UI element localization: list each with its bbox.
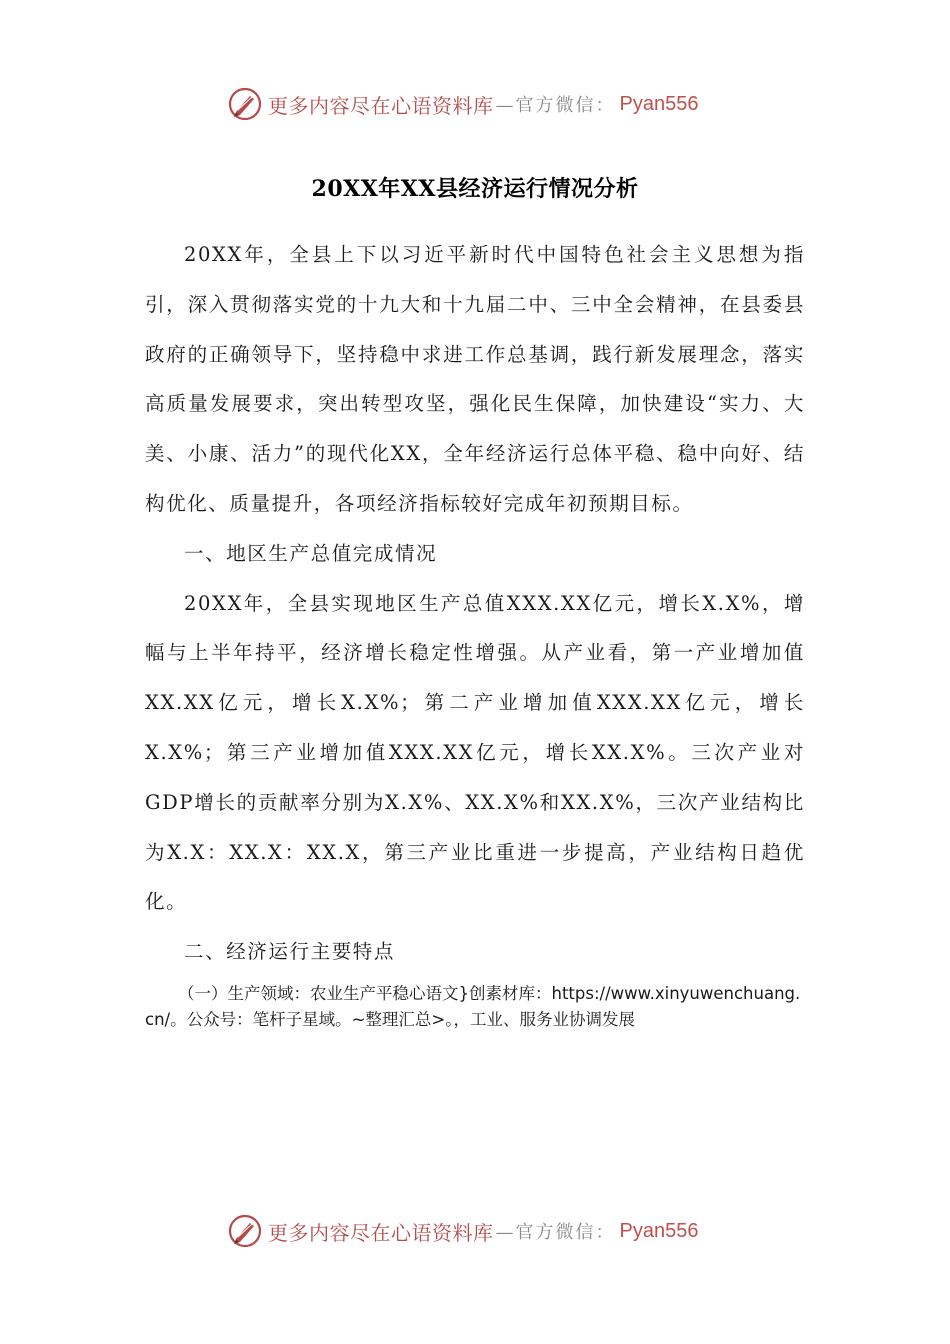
document-body	[145, 230, 805, 1033]
subsection-paragraph: （一）生产领域：农业生产平稳心语文}创素材库：https://www.xinyuwenchuang.cn/。公众号：笔杆子星域。~整理汇总>。，工业、服务业协调发展	[145, 983, 801, 1029]
pen-logo-icon	[228, 1214, 262, 1248]
banner-official-label: —官方微信：	[495, 95, 616, 116]
gdp-paragraph: 20XX年，全县实现地区生产总值XXX.XX亿元，增长X.X%，增幅与上半年持平，经济增长稳定性增强。从产业看，第一产业增加值XX.XX亿元，增长X.X%；第二产业增加值XXX.XX亿元，增长X.X%；第三产业增加值XXX.XX亿元，增长XX.X%。三次产业对GDP增长的贡献率分别为X.X%、XX.X%和XX.X%，三次产业结构比为X.X：XX.X：XX.X，第三产业比重进一步提高，产业结构日趋优化。	[145, 591, 805, 914]
header-banner	[228, 84, 748, 124]
footer-banner	[228, 1211, 748, 1251]
pen-logo-icon	[228, 87, 262, 121]
section-heading-2: 二、经济运行主要特点	[184, 940, 396, 964]
section-heading-1: 一、地区生产总值完成情况	[184, 541, 438, 565]
banner-wechat-id: Pyan556	[619, 92, 699, 115]
banner-official-label: —官方微信：	[495, 1222, 616, 1243]
intro-paragraph: 20XX年，全县上下以习近平新时代中国特色社会主义思想为指引，深入贯彻落实党的十九大和十九届二中、三中全会精神，在县委县政府的正确领导下，坚持稳中求进工作总基调，践行新发展理念，落实高质量发展要求，突出转型攻坚，强化民生保障，加快建设“实力、大美、小康、活力”的现代化XX，全年经济运行总体平稳、稳中向好、结构优化、质量提升，各项经济指标较好完成年初预期目标。	[145, 243, 805, 515]
banner-slogan: 更多内容尽在心语资料库	[268, 93, 494, 118]
banner-wechat-id: Pyan556	[619, 1219, 699, 1242]
document-title: 20XX年XX县经济运行情况分析	[311, 176, 639, 202]
banner-slogan: 更多内容尽在心语资料库	[268, 1220, 494, 1245]
